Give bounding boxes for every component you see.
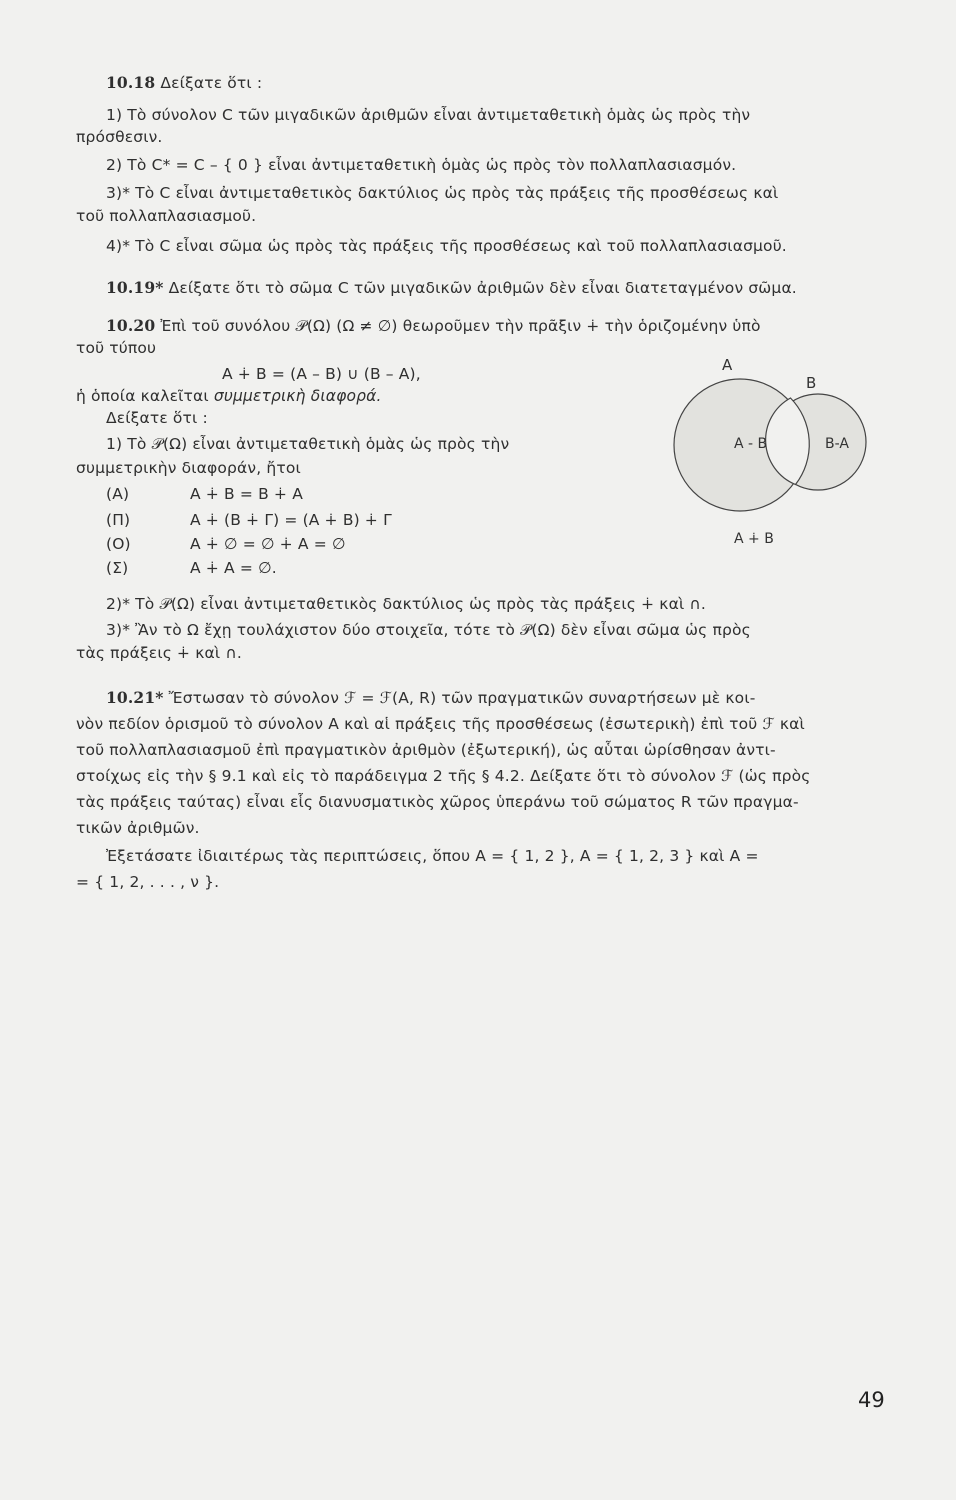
text-line: νὸν πεδίον ὁρισμοῦ τὸ σύνολον A καὶ αἱ πράξεις τῆς προσθέσεως (ἐσωτερικὴ) ἐπὶ τοῦ ℱ καὶ [76,715,805,733]
text-line: 3)* Τὸ C εἶναι ἀντιμεταθετικὸς δακτύλιος ὡς πρὸς τὰς πράξεις τῆς προσθέσεως καὶ [106,184,779,202]
page-number: 49 [858,1388,885,1412]
exercise-10-20-heading [106,316,761,336]
exercise-text: Ἔστωσαν τὸ σύνολον ℱ = ℱ(A, R) τῶν πραγματικῶν συναρτήσεων μὲ κοι- [168,689,756,707]
text-line: πρόσθεσιν. [76,128,163,146]
venn-region-a-minus-b: A - B [734,436,768,452]
text-line: τικῶν ἀριθμῶν. [76,819,200,837]
text-line: τὰς πράξεις ∔ καὶ ∩. [76,644,242,662]
exercise-number: 10.18 [106,73,156,92]
text-line: τοῦ πολλαπλασιασμοῦ ἐπὶ πραγματικὸν ἀριθμὸν (ἐξωτερική), ὡς αὗται ὡρίσθησαν ἀντι- [76,741,776,759]
axiom-expr: A ∔ B = B ∔ A [190,485,303,503]
axiom-expr: A ∔ ∅ = ∅ ∔ A = ∅ [190,535,346,553]
text-line [76,386,382,406]
text-line: 4)* Τὸ C εἶναι σῶμα ὡς πρὸς τὰς πράξεις τῆς προσθέσεως καὶ τοῦ πολλαπλασιασμοῦ. [106,237,787,255]
exercise-intro: Δείξατε ὅτι : [160,74,263,92]
venn-caption: A ∔ B [734,531,774,547]
axiom-label: (Α) [106,485,130,503]
text-line: 1) Τὸ σύνολον C τῶν μιγαδικῶν ἀριθμῶν εἶναι ἀντιμεταθετικὴ ὁμὰς ὡς πρὸς τὴν [106,106,751,124]
text-line: 3)* Ἂν τὸ Ω ἔχῃ τουλάχιστον δύο στοιχεῖα, τότε τὸ 𝒫(Ω) δὲν εἶναι σῶμα ὡς πρὸς [106,621,751,639]
formula: A ∔ B = (A – B) ∪ (B – A), [222,365,421,383]
venn-label-a: A [722,356,733,374]
exercise-10-18-heading [106,73,262,93]
exercise-text: Δείξατε ὅτι τὸ σῶμα C τῶν μιγαδικῶν ἀριθμῶν δὲν εἶναι διατεταγμένον σῶμα. [168,279,797,297]
text-line: 2) Τὸ C* = C – { 0 } εἶναι ἀντιμεταθετικὴ ὁμὰς ὡς πρὸς τὸν πολλαπλασιασμόν. [106,156,737,174]
text-line: συμμετρικὴν διαφοράν, ἤτοι [76,459,301,477]
exercise-10-21-heading [106,688,755,708]
text-line: τοῦ πολλαπλασιασμοῦ. [76,207,257,225]
term-italic: συμμετρικὴ διαφορά. [213,387,382,405]
text-line: Δείξατε ὅτι : [106,409,208,427]
text-line: στοίχως εἰς τὴν § 9.1 καὶ εἰς τὸ παράδειγμα 2 τῆς § 4.2. Δείξατε ὅτι τὸ σύνολον ℱ (ὡς πρὸς [76,767,811,785]
axiom-expr: A ∔ (B ∔ Γ) = (A ∔ B) ∔ Γ [190,511,392,529]
exercise-text: Ἐπὶ τοῦ συνόλου 𝒫(Ω) (Ω ≠ ∅) θεωροῦμεν τὴν πρᾶξιν ∔ τὴν ὁριζομένην ὑπὸ [160,317,761,335]
axiom-label: (Ο) [106,535,131,553]
axiom-expr: A ∔ A = ∅. [190,559,277,577]
axiom-label: (Π) [106,511,131,529]
text-line: τὰς πράξεις ταύτας) εἶναι εἷς διανυσματικὸς χῶρος ὑπεράνω τοῦ σώματος R τῶν πραγμα- [76,793,799,811]
text-span: ἡ ὁποία καλεῖται [76,387,209,405]
text-line: = { 1, 2, . . . , ν }. [76,873,220,891]
text-line: 1) Τὸ 𝒫(Ω) εἶναι ἀντιμεταθετικὴ ὁμὰς ὡς πρὸς τὴν [106,435,510,453]
venn-region-b-minus-a: B-A [825,436,849,452]
venn-diagram [660,350,880,560]
venn-label-b: B [806,374,817,392]
exercise-number: 10.21* [106,688,164,707]
exercise-number: 10.20 [106,316,156,335]
exercise-10-19 [106,278,797,298]
text-line: Ἐξετάσατε ἰδιαιτέρως τὰς περιπτώσεις, ὅπου A = { 1, 2 }, A = { 1, 2, 3 } καὶ A = [106,847,759,865]
axiom-label: (Σ) [106,559,129,577]
exercise-number: 10.19* [106,278,164,297]
text-line: 2)* Τὸ 𝒫(Ω) εἶναι ἀντιμεταθετικὸς δακτύλιος ὡς πρὸς τὰς πράξεις ∔ καὶ ∩. [106,595,707,613]
text-line: τοῦ τύπου [76,339,157,357]
